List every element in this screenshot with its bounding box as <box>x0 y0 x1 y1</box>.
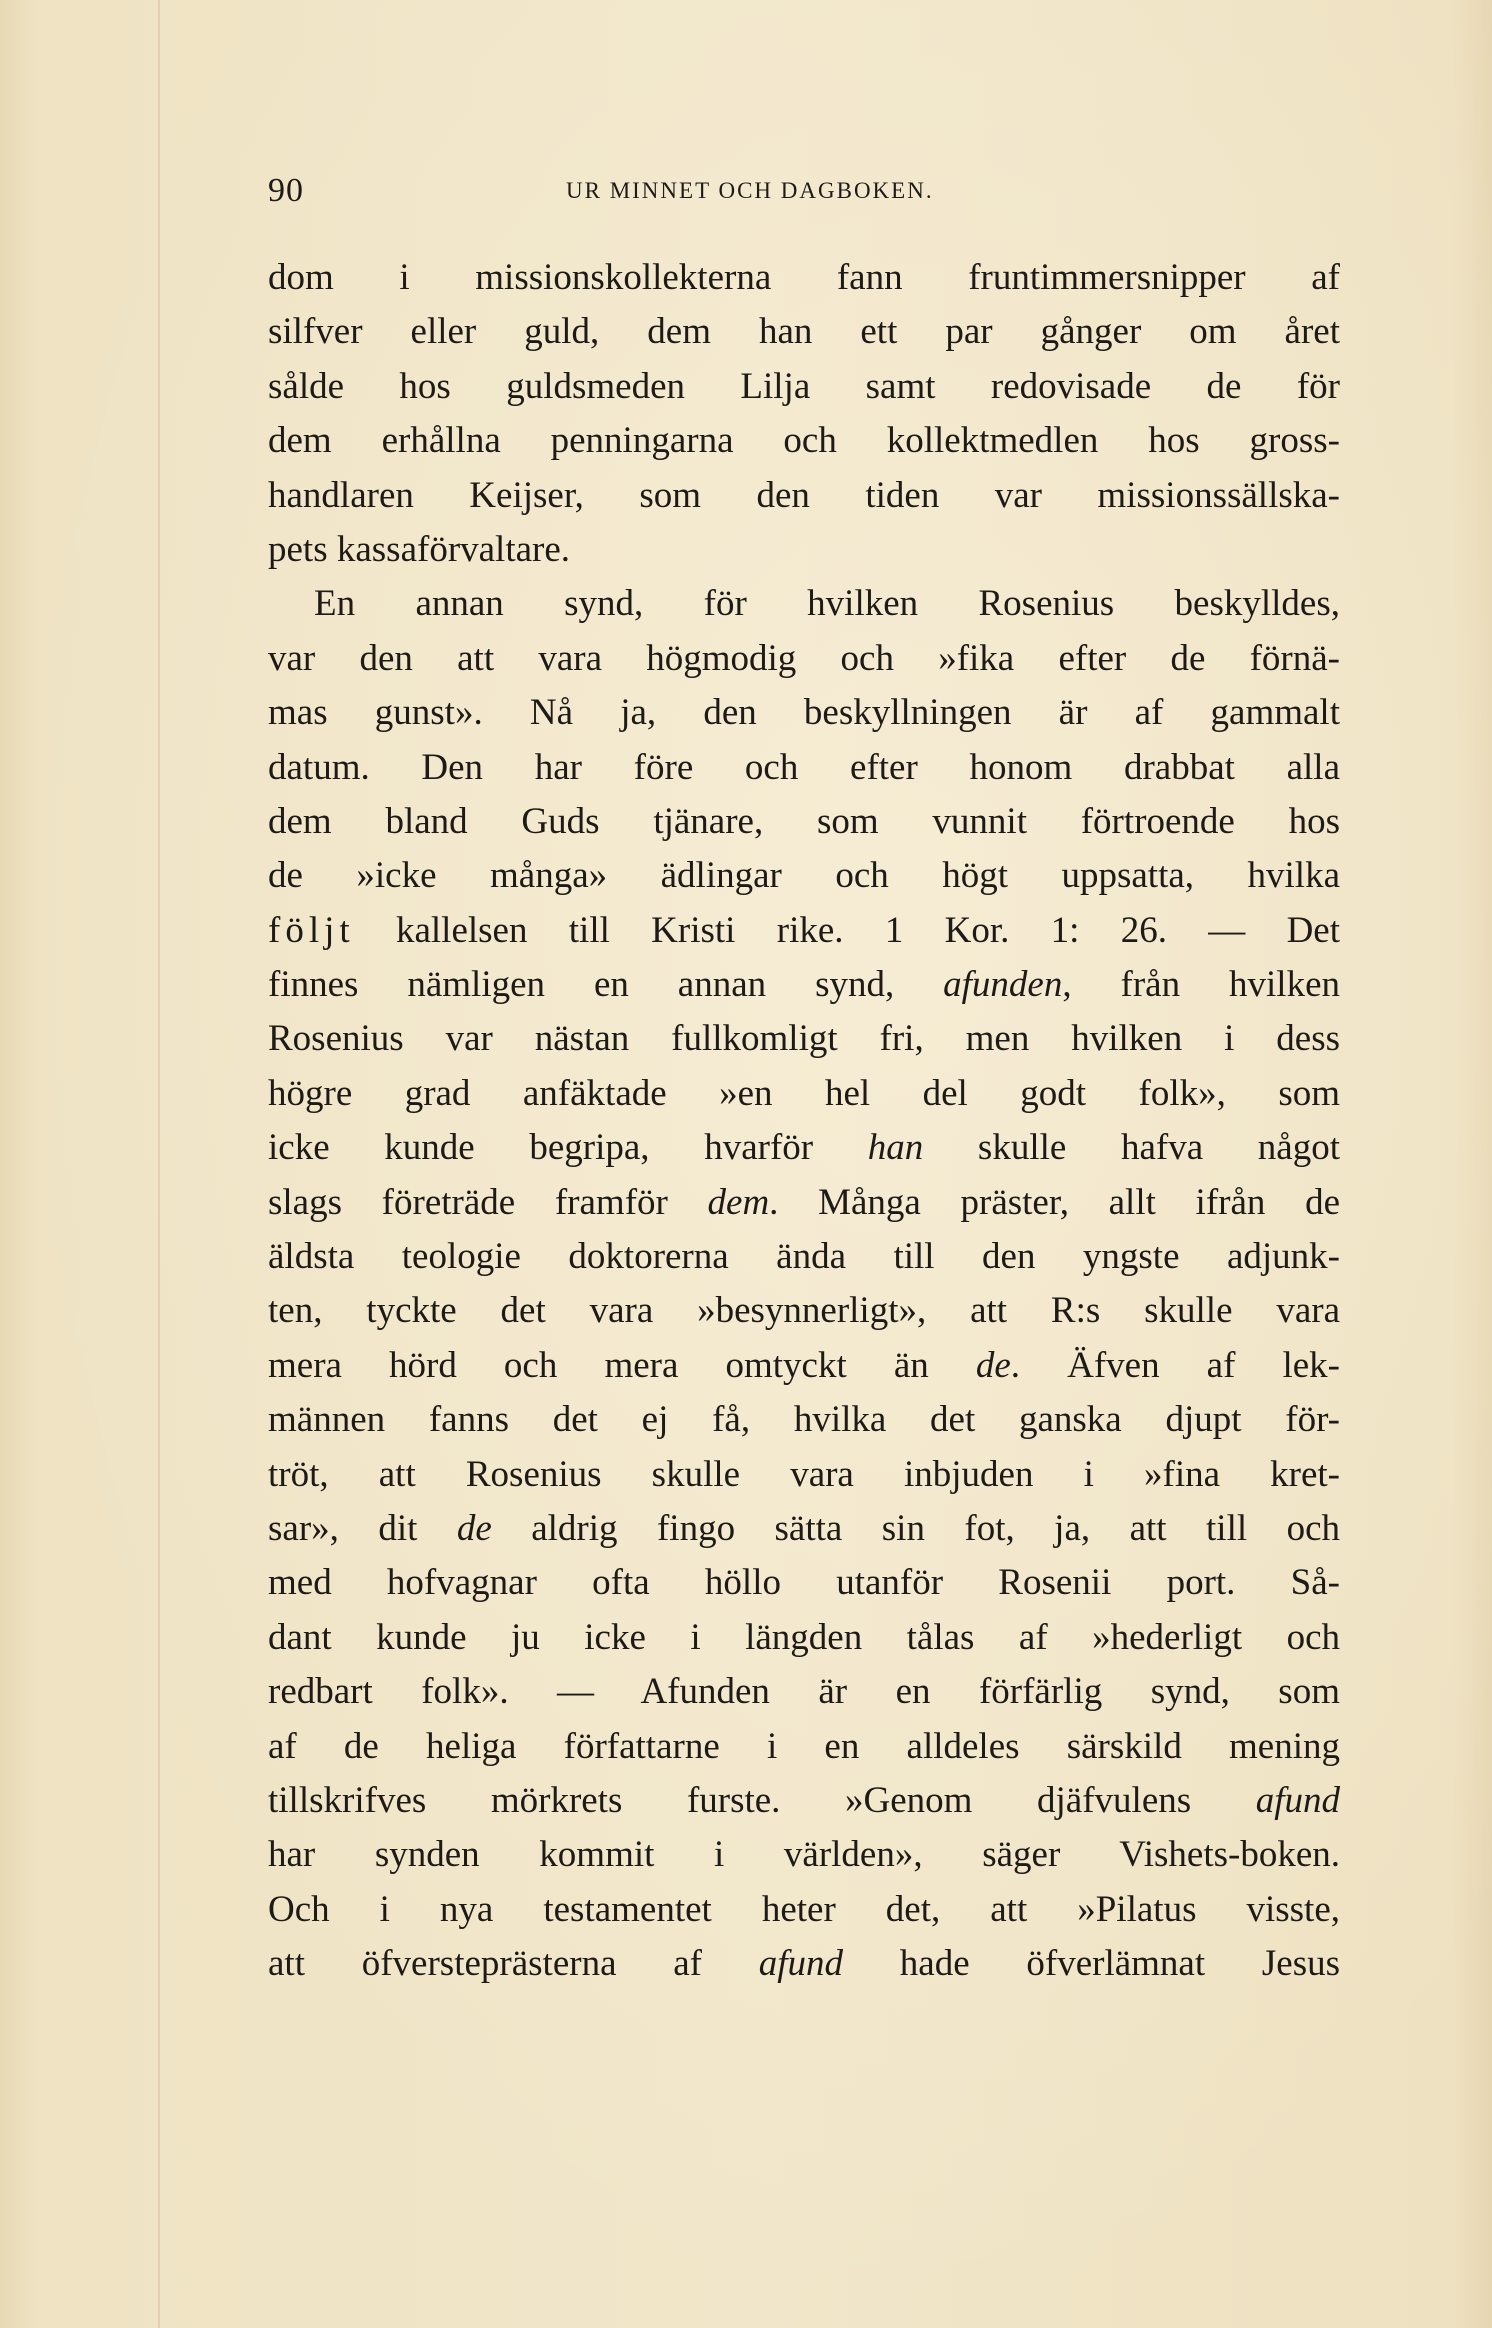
text-line: tillskrifves mörkrets furste. »Genom djäfvulens afund <box>268 1779 1340 1821</box>
text-line: var den att vara högmodig och »fika efter de förnä- <box>268 637 1340 679</box>
text-line: silfver eller guld, dem han ett par gånger om året <box>268 311 1340 353</box>
text-line: följt kallelsen till Kristi rike. 1 Kor. 1: 26. — Det <box>268 909 1340 951</box>
text-line: af de heliga författarne i en alldeles särskild mening <box>268 1725 1340 1767</box>
text-line: de »icke många» ädlingar och högt uppsatta, hvilka <box>268 855 1340 897</box>
text-line: datum. Den har före och efter honom drabbat alla <box>268 746 1340 788</box>
text-line: dem bland Guds tjänare, som vunnit förtroende hos <box>268 800 1340 842</box>
italic-word: dem <box>707 1181 770 1223</box>
italic-word: afunden <box>943 964 1063 1006</box>
text-line: pets kassaförvaltare. <box>268 528 571 570</box>
text-line: dem erhållna penningarna och kollektmedlen hos gross- <box>268 420 1340 462</box>
text-line: männen fanns det ej få, hvilka det ganska djupt för- <box>268 1399 1340 1441</box>
text-line: Och i nya testamentet heter det, att »Pilatus visste, <box>268 1888 1340 1930</box>
text-line: mas gunst». Nå ja, den beskyllningen är af gammalt <box>268 692 1340 734</box>
text-line: högre grad anfäktade »en hel del godt folk», som <box>268 1072 1340 1114</box>
text-line: Rosenius var nästan fullkomligt fri, men hvilken i dess <box>268 1018 1340 1060</box>
text-line: icke kunde begripa, hvarför han skulle hafva något <box>268 1127 1340 1169</box>
text-line: En annan synd, för hvilken Rosenius beskylldes, <box>314 583 1340 625</box>
running-title: UR MINNET OCH DAGBOKEN. <box>566 178 934 203</box>
text-line: har synden kommit i världen», säger Vishets-boken. <box>268 1834 1340 1876</box>
text-line: dom i missionskollekterna fann fruntimmersnipper af <box>268 257 1340 298</box>
text-line: dant kunde ju icke i längden tålas af »hederligt och <box>268 1616 1340 1658</box>
text-line: äldsta teologie doktorerna ända till den yngste adjunk- <box>268 1236 1340 1278</box>
text-line: ten, tyckte det vara »besynnerligt», att R:s skulle vara <box>268 1290 1340 1332</box>
text-line: finnes nämligen en annan synd, afunden, från hvilken <box>268 964 1341 1006</box>
text-line: med hofvagnar ofta höllo utanför Rosenii port. Så- <box>268 1562 1340 1604</box>
italic-word: de <box>975 1344 1011 1386</box>
spaced-word: följt <box>268 909 355 951</box>
text-line: slags företräde framför dem. Många präster, allt ifrån de <box>268 1181 1340 1223</box>
body-text <box>268 251 1340 1992</box>
text-line: redbart folk». — Afunden är en förfärlig synd, som <box>268 1671 1340 1713</box>
text-line: sar», dit de aldrig fingo sätta sin fot, ja, att till och <box>268 1507 1340 1549</box>
italic-word: han <box>867 1127 924 1169</box>
italic-word: afund <box>1255 1779 1340 1821</box>
text-line: att öfversteprästerna af afund hade öfverlämnat Jesus <box>268 1943 1341 1985</box>
text-line: sålde hos guldsmeden Lilja samt redovisade de för <box>268 365 1340 407</box>
text-line: tröt, att Rosenius skulle vara inbjuden i »fina kret- <box>268 1453 1340 1495</box>
page-number: 90 <box>268 172 304 209</box>
italic-word: afund <box>758 1943 844 1985</box>
page-gutter-line <box>158 0 160 2328</box>
text-line: mera hörd och mera omtyckt än de. Äfven af lek- <box>268 1344 1340 1386</box>
page-header <box>268 172 1340 212</box>
text-line: handlaren Keijser, som den tiden var missionssällska- <box>268 474 1340 516</box>
italic-word: de <box>456 1507 492 1549</box>
